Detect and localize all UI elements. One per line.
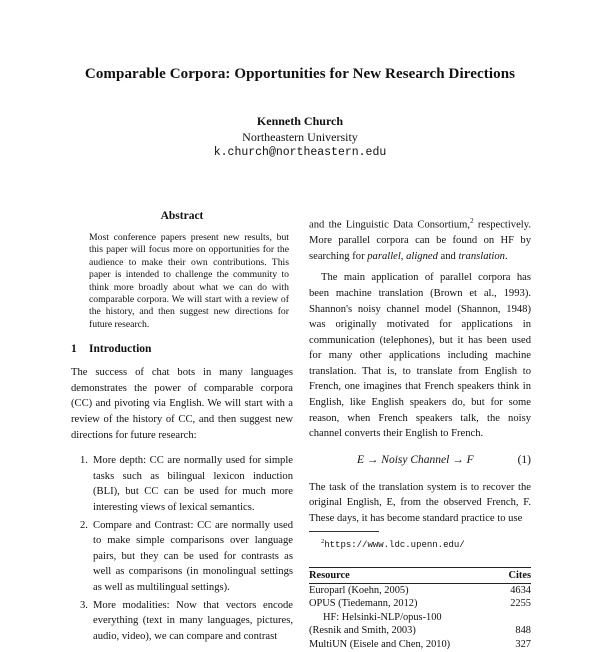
section-title: Introduction <box>89 343 152 356</box>
footnote-rule <box>309 531 379 532</box>
cell-cites: 2255 <box>510 598 531 610</box>
noisy-channel-paragraph: The main application of parallel corpora has been machine translation (Brown et al., 1993). Shannon's noisy channel model (Shannon, 1948) was originally motivated for applications in communication (telephones), but it has been used for many other applications including machine translation. That is, to translate from English to French, one imagines that French speakers think in English, like English speakers do, but for some reason, when French speakers talk, the noisy channel converts their English to French. <box>309 272 531 440</box>
equation-number: (1) <box>517 453 531 466</box>
table-row <box>309 597 531 611</box>
search-term-parallel: parallel <box>367 250 401 262</box>
hf-and: and <box>437 250 459 262</box>
left-column <box>71 210 293 646</box>
header-resource: Resource <box>309 567 500 583</box>
continued-paragraph <box>309 214 531 264</box>
equation-1 <box>309 452 531 474</box>
cell-resource: MultiUN (Eisele and Chen, 2010) <box>309 639 451 650</box>
search-term-aligned: aligned <box>406 250 438 262</box>
hf-text: More parallel corpora can be found on HF by searching for <box>309 235 531 262</box>
abstract-heading: Abstract <box>160 210 204 222</box>
footnote <box>309 536 531 551</box>
list-item <box>71 518 293 596</box>
search-term-translation: translation <box>458 250 505 262</box>
cell-cites: 327 <box>515 639 531 650</box>
cell-resource: OPUS (Tiedemann, 2012) <box>309 598 418 610</box>
section-heading-introduction <box>71 343 293 355</box>
table-row <box>309 583 531 597</box>
cell-resource: HF: Helsinki-NLP/opus-100 <box>323 611 442 623</box>
list-item <box>71 598 293 645</box>
cell-cites: 4634 <box>510 584 531 596</box>
translation-task-paragraph: The task of the translation system is to recover the original English, E, from the observed French, F. These days, it has become standard practice to use <box>309 481 531 525</box>
footnote-link[interactable]: https://www.ldc.upenn.edu/ <box>324 539 465 550</box>
header-cites: Cites <box>500 567 531 583</box>
table-header-row <box>309 567 531 583</box>
continued-text-end: respectively. <box>473 219 531 231</box>
author-block <box>0 113 600 161</box>
author-name: Kenneth Church <box>256 114 344 128</box>
table-row <box>309 611 531 625</box>
cell-cites: 848 <box>515 625 531 637</box>
author-email: k.church@northeastern.edu <box>213 146 387 159</box>
list-item-number: 1. <box>80 455 88 467</box>
hf-end: . <box>504 250 508 262</box>
cell-cites <box>500 611 531 625</box>
footnote-marker: 2 <box>470 217 474 225</box>
table-row <box>309 624 531 638</box>
footnote-number: 2 <box>321 537 325 545</box>
list-item-number: 3. <box>80 599 88 611</box>
list-item-text: More depth: CC are normally used for simple tasks such as bilingual lexicon induction (BLI), but CC can be used for much more interesting views of lexical semantics. <box>93 455 293 513</box>
list-item-number: 2. <box>80 519 88 531</box>
cell-resource: (Resnik and Smith, 2003) <box>309 625 416 637</box>
table-row <box>309 638 531 652</box>
cell-resource: Europarl (Koehn, 2005) <box>309 584 409 596</box>
section-number: 1 <box>71 343 77 356</box>
resources-table <box>309 567 531 652</box>
list-item-text: More modalities: Now that vectors encode everything (text in many languages, pictures, audio, video), we can compare and contrast <box>93 599 293 642</box>
list-item <box>71 453 293 515</box>
abstract-text: Most conference papers present new results, but this paper will focus more on opportunities for the audience to make their own contributions. This paper is intended to challenge the community to think more broadly about what we can do with comparable corpora. We will start with a review of the history, and then suggest new directions for future research. <box>89 232 289 330</box>
right-column <box>309 214 531 652</box>
hf-separator: , <box>400 250 407 262</box>
direction-list <box>71 453 293 644</box>
intro-paragraph: The success of chat bots in many languages demonstrates the power of comparable corpora (CC) and pivoting via English. We will start with a review of the history of CC, and then suggest new directions for future research: <box>71 367 293 441</box>
author-affiliation: Northeastern University <box>242 130 358 144</box>
continued-text: and the Linguistic Data Consortium, <box>309 219 471 231</box>
list-item-text: Compare and Contrast: CC are normally used to make simple comparisons over language pairs, but they can be used for contrasts as well as comparisons (in monolingual settings as well as multilingual settings). <box>93 519 293 593</box>
paper-title: Comparable Corpora: Opportunities for New Research Directions <box>84 66 516 82</box>
equation-expression: E → Noisy Channel → F <box>357 453 474 466</box>
